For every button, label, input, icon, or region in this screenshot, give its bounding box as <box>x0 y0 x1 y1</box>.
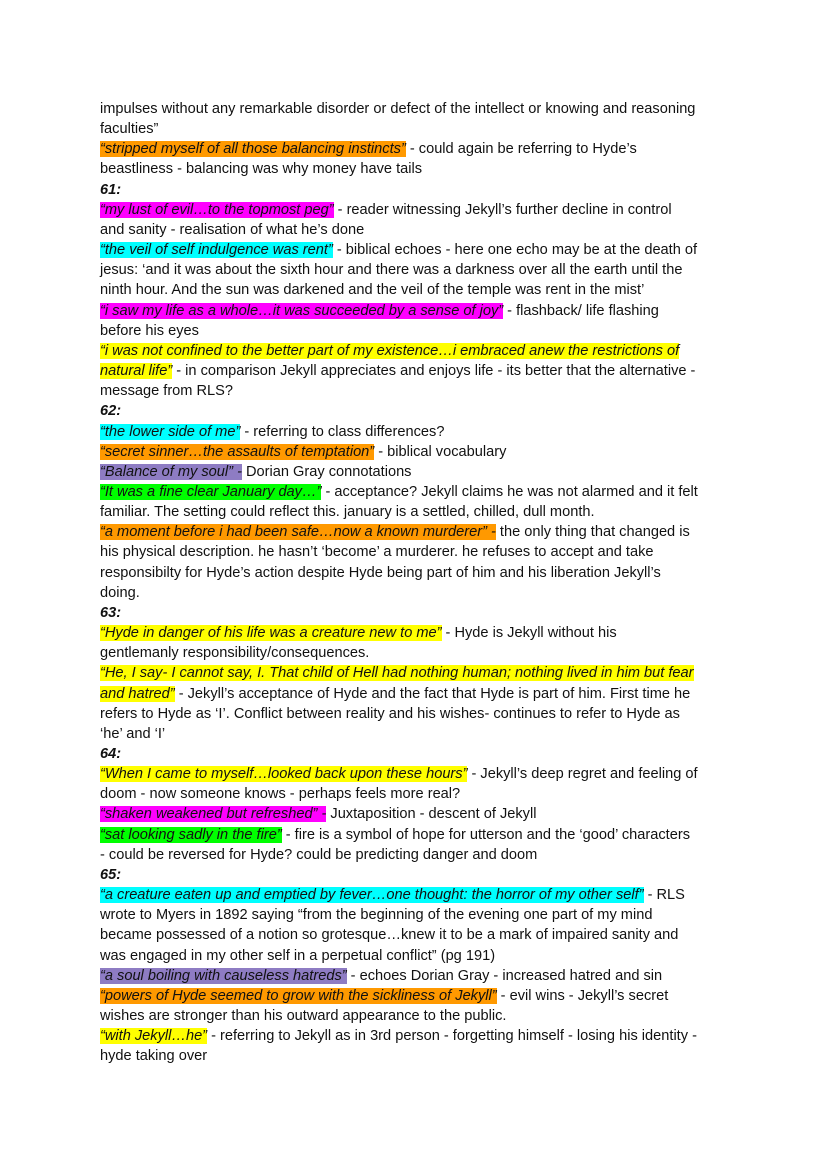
section-heading <box>100 744 736 764</box>
plain-text: - fire is a symbol of hope for utterson and the ‘good’ characters <box>281 826 691 843</box>
highlighted-quote: “powers of Hyde seemed to grow with the sickliness of Jekyll” <box>100 987 497 1004</box>
text-line <box>100 966 736 986</box>
highlighted-quote: “stripped myself of all those balancing instincts” <box>100 141 406 158</box>
text-line <box>100 139 736 159</box>
plain-text: jesus: ‘and it was about the sixth hour and there was a darkness over all the earth until the <box>100 262 683 279</box>
highlighted-quote: “the lower side of me” <box>100 423 241 440</box>
plain-text: before his eyes <box>100 322 199 339</box>
plain-text: the only thing that changed is <box>495 524 690 541</box>
plain-text: - biblical vocabulary <box>374 443 507 460</box>
plain-text: beastliness - balancing was why money have tails <box>100 161 423 178</box>
plain-text: - acceptance? Jekyll claims he was not alarmed and it felt <box>321 483 698 500</box>
text-line <box>100 845 736 865</box>
plain-text: his physical description. he hasn’t ‘become’ a murderer. he refuses to accept and take <box>100 544 654 561</box>
highlighted-quote: natural life” <box>100 363 173 380</box>
plain-text: was engaged in my other self in a perpetual conflict” (pg 191) <box>100 947 496 964</box>
section-heading <box>100 865 736 885</box>
text-line <box>100 280 736 300</box>
plain-text: ‘he’ and ‘I’ <box>100 725 166 742</box>
plain-text: hyde taking over <box>100 1048 208 1065</box>
highlighted-quote: “secret sinner…the assaults of temptation” <box>100 443 375 460</box>
page-number-heading: 62: <box>100 403 122 420</box>
plain-text: - could again be referring to Hyde’s <box>405 141 637 158</box>
plain-text: - referring to Jekyll as in 3rd person - forgetting himself - losing his identity - <box>207 1028 697 1045</box>
text-line <box>100 200 736 220</box>
text-line <box>100 381 736 401</box>
text-line <box>100 502 736 522</box>
plain-text: gentlemanly responsibility/consequences. <box>100 645 370 662</box>
text-line <box>100 684 736 704</box>
text-line <box>100 825 736 845</box>
highlighted-quote: “shaken weakened but refreshed” - <box>100 806 327 823</box>
text-line <box>100 159 736 179</box>
highlighted-quote: “my lust of evil…to the topmost peg” <box>100 201 334 218</box>
page-number-heading: 63: <box>100 604 122 621</box>
plain-text: message from RLS? <box>100 383 234 400</box>
section-heading <box>100 401 736 421</box>
plain-text: Dorian Gray connotations <box>241 463 412 480</box>
text-line <box>100 885 736 905</box>
highlighted-quote: “the veil of self indulgence was rent” <box>100 242 333 259</box>
highlighted-quote: “i saw my life as a whole…it was succeeded by a sense of joy” <box>100 302 504 319</box>
section-heading <box>100 603 736 623</box>
plain-text: - echoes Dorian Gray - increased hatred and sin <box>346 967 663 984</box>
text-line <box>100 583 736 603</box>
text-line <box>100 240 736 260</box>
text-line <box>100 1046 736 1066</box>
text-line <box>100 341 736 361</box>
highlighted-quote: “When I came to myself…looked back upon these hours” <box>100 766 468 783</box>
text-line <box>100 925 736 945</box>
text-line <box>100 99 736 119</box>
page-number-heading: 65: <box>100 866 122 883</box>
text-line <box>100 563 736 583</box>
plain-text: - reader witnessing Jekyll’s further decline in control <box>333 201 672 218</box>
text-line <box>100 422 736 442</box>
plain-text: - referring to class differences? <box>240 423 445 440</box>
text-line <box>100 724 736 744</box>
page-number-heading: 64: <box>100 746 122 762</box>
text-line <box>100 804 736 824</box>
notes-text <box>100 99 736 1067</box>
text-line <box>100 522 736 542</box>
text-line <box>100 663 736 683</box>
plain-text: responsibilty for Hyde’s action despite Hyde being part of him and his liberation Jekyll’s <box>100 564 661 581</box>
text-line <box>100 643 736 663</box>
text-line <box>100 946 736 966</box>
text-line <box>100 361 736 381</box>
plain-text: - Jekyll’s acceptance of Hyde and the fact that Hyde is part of him. First time he <box>174 685 691 702</box>
highlighted-quote: “It was a fine clear January day…” <box>100 483 322 500</box>
text-line <box>100 623 736 643</box>
highlighted-quote: “He, I say- I cannot say, I. That child of Hell had nothing human; nothing lived in him but fear <box>100 665 694 682</box>
plain-text: faculties” <box>100 121 159 138</box>
plain-text: - could be reversed for Hyde? could be predicting danger and doom <box>100 846 538 863</box>
plain-text: ninth hour. And the sun was darkened and the veil of the temple was rent in the mist’ <box>100 282 645 299</box>
text-line <box>100 442 736 462</box>
highlighted-quote: “Hyde in danger of his life was a creature new to me” <box>100 625 442 642</box>
text-line <box>100 321 736 341</box>
text-line <box>100 905 736 925</box>
plain-text: familiar. The setting could reflect this. january is a settled, chilled, dull month. <box>100 504 595 521</box>
plain-text: - Jekyll’s deep regret and feeling of <box>467 766 698 783</box>
plain-text: - biblical echoes - here one echo may be at the death of <box>332 242 698 259</box>
highlighted-quote: “a soul boiling with causeless hatreds” <box>100 967 347 984</box>
highlighted-quote: and hatred” <box>100 685 175 702</box>
highlighted-quote: “with Jekyll…he” <box>100 1028 208 1045</box>
plain-text: - Hyde is Jekyll without his <box>441 625 617 642</box>
text-line <box>100 482 736 502</box>
highlighted-quote: “i was not confined to the better part of my existence…i embraced anew the restrictions of <box>100 342 680 359</box>
plain-text: - in comparison Jekyll appreciates and enjoys life - its better that the alternative - <box>172 363 696 380</box>
text-line <box>100 704 736 724</box>
highlighted-quote: “a creature eaten up and emptied by fever…one thought: the horror of my other self” <box>100 887 644 904</box>
plain-text: Juxtaposition - descent of Jekyll <box>326 806 537 823</box>
text-line <box>100 462 736 482</box>
text-line <box>100 1006 736 1026</box>
plain-text: - RLS <box>643 887 685 904</box>
text-line <box>100 301 736 321</box>
text-line <box>100 986 736 1006</box>
plain-text: impulses without any remarkable disorder or defect of the intellect or knowing and reasoning <box>100 101 696 117</box>
plain-text: doing. <box>100 584 140 601</box>
plain-text: - flashback/ life flashing <box>503 302 659 319</box>
plain-text: and sanity - realisation of what he’s done <box>100 221 365 238</box>
highlighted-quote: “a moment before i had been safe…now a known murderer” - <box>100 524 496 541</box>
plain-text: - evil wins - Jekyll’s secret <box>496 987 669 1004</box>
plain-text: wishes are stronger than his outward appearance to the public. <box>100 1008 507 1025</box>
highlighted-quote: “Balance of my soul” - <box>100 463 242 480</box>
text-line <box>100 784 736 804</box>
page-number-heading: 61: <box>100 181 122 198</box>
text-line <box>100 260 736 280</box>
plain-text: refers to Hyde as ‘I’. Conflict between reality and his wishes- continues to refer to Hyde as <box>100 705 680 722</box>
plain-text: wrote to Myers in 1892 saying “from the beginning of the evening one part of my mind <box>100 907 653 924</box>
highlighted-quote: “sat looking sadly in the fire” <box>100 826 282 843</box>
text-line <box>100 220 736 240</box>
text-line <box>100 764 736 784</box>
plain-text: doom - now someone knows - perhaps feels more real? <box>100 786 461 803</box>
text-line <box>100 542 736 562</box>
text-line <box>100 119 736 139</box>
text-line <box>100 1026 736 1046</box>
section-heading <box>100 180 736 200</box>
plain-text: became possessed of a notion so grotesque…knew it to be a mark of impaired sanity and <box>100 927 679 944</box>
